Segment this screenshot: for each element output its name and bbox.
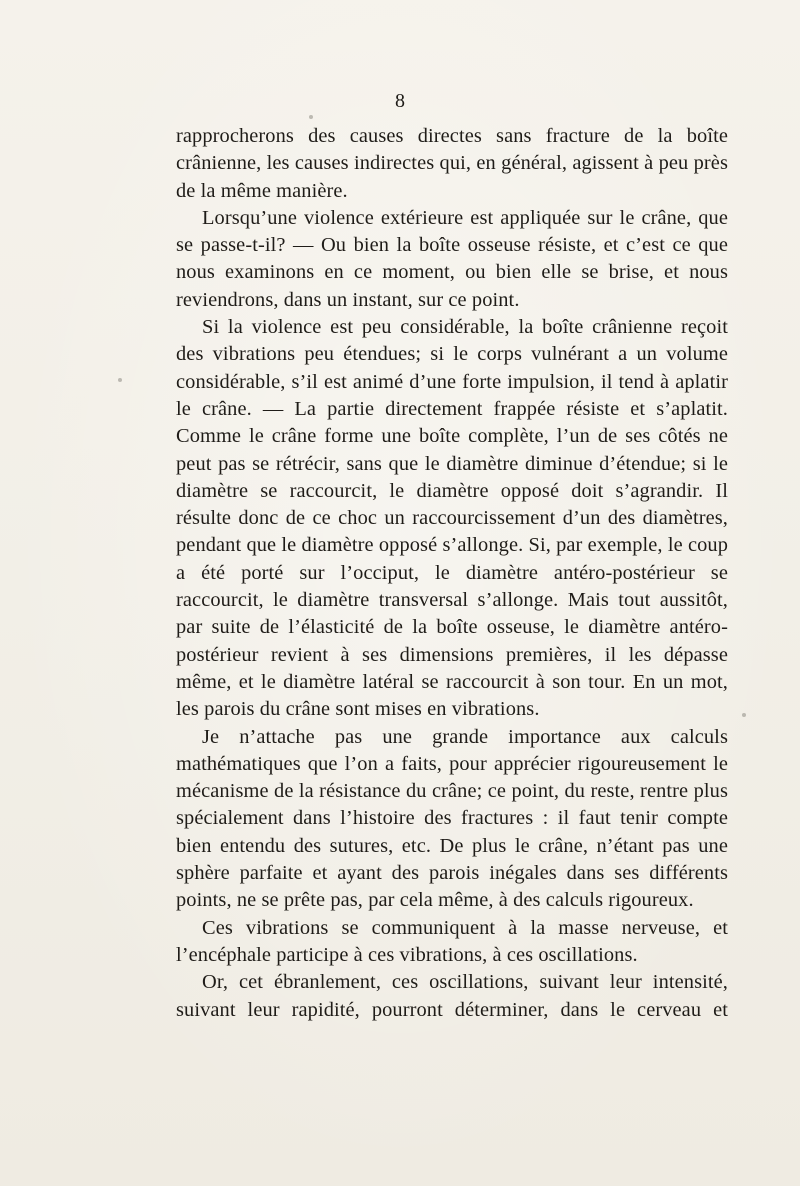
paragraph-3: Si la violence est peu considérable, la boîte crânienne reçoit des vibrations peu étendues; si le corps vulnérant a un volume considérable, s’il est animé d’une forte impulsion, il tend à aplatir le crâne. — La partie directement frappée résiste et s’aplatit. Comme le crâne forme une boîte complète, l’un de ses côtés ne peut pas se rétrécir, sans que le diamètre diminue d’étendue; si le diamètre se raccourcit, le diamètre opposé doit s’agrandir. Il résulte donc de ce choc un raccourcissement d’un des diamètres, pendant que le diamètre opposé s’allonge. Si, par exemple, le coup a été porté sur l’occiput, le diamètre antéro-postérieur se raccourcit, le diamètre transversal s’allonge. Mais tout aussitôt, par suite de l’élasticité de la boîte osseuse, le diamètre antéro-postérieur revient à ses dimensions premières, il les dépasse même, et le diamètre latéral se raccourcit à son tour. En un mot, les parois du crâne sont mises en vibrations. bbox=[176, 316, 728, 721]
paper-speck bbox=[309, 115, 313, 119]
paragraph-5: Ces vibrations se communiquent à la masse nerveuse, et l’encéphale participe à ces vibrations, à ces oscillations. bbox=[176, 916, 728, 966]
paragraph-4: Je n’attache pas une grande importance aux calculs mathématiques que l’on a faits, pour apprécier rigoureusement le mécanisme de la résistance du crâne; ce point, du reste, rentre plus spécialement dans l’histoire des fractures : il faut tenir compte bien entendu des sutures, etc. De plus le crâne, n’étant pas une sphère parfaite et ayant des parois inégales dans ses différents points, ne se prête pas, par cela même, à des calculs rigoureux. bbox=[176, 725, 728, 912]
page-number: 8 bbox=[395, 90, 405, 112]
paper-speck bbox=[118, 378, 122, 382]
paper-speck bbox=[742, 713, 746, 717]
paragraph-2: Lorsqu’une violence extérieure est appliquée sur le crâne, que se passe-t-il? — Ou bien la boîte osseuse résiste, et c’est ce que nous examinons en ce moment, ou bien elle se brise, et nous reviendrons, dans un instant, sur ce point. bbox=[176, 206, 728, 311]
paragraph-6: Or, cet ébranlement, ces oscillations, suivant leur intensité, suivant leur rapidité, pourront déterminer, dans le cerveau et bbox=[176, 971, 728, 1021]
paragraph-1: rapprocherons des causes directes sans fracture de la boîte crânienne, les causes indirectes qui, en général, agissent à peu près de la même manière. bbox=[176, 125, 728, 202]
body-text bbox=[176, 123, 728, 1024]
